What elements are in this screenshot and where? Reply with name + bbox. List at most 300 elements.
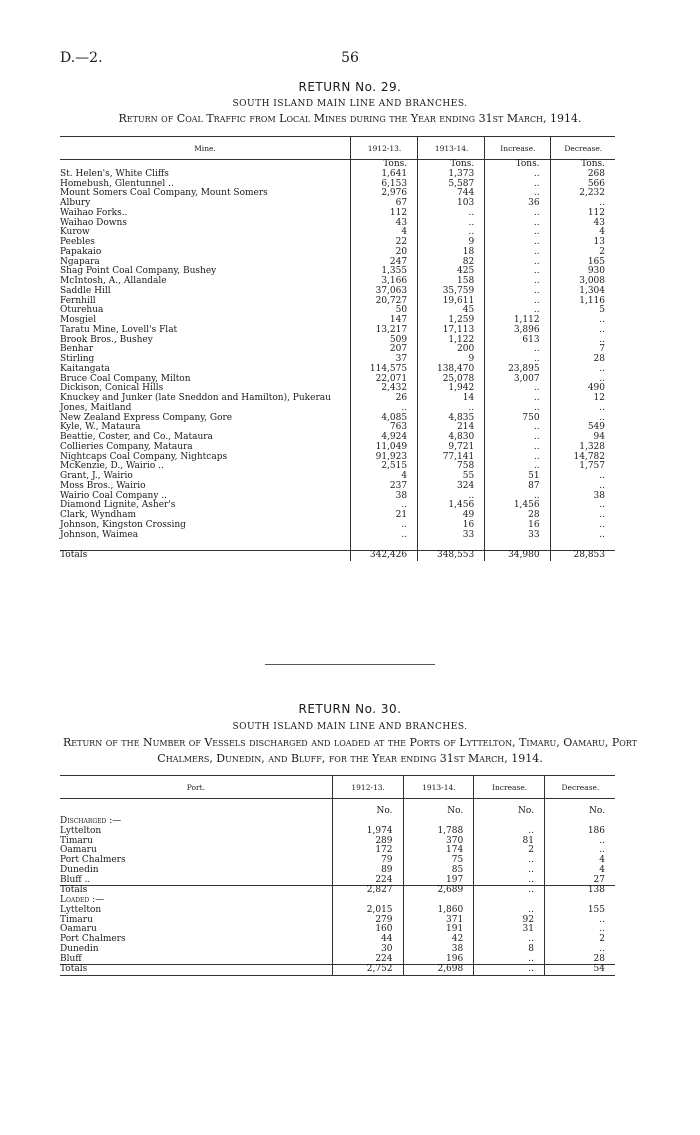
value-1912-13: 4,924: [351, 433, 418, 443]
section-divider: [265, 664, 435, 665]
value-increase: ..: [474, 866, 545, 876]
row-label: Ngapara: [60, 256, 100, 267]
value-decrease: ..: [550, 316, 615, 326]
value-1912-13: 30: [332, 945, 403, 955]
total-increase: ..: [474, 886, 545, 896]
value-1912-13: ..: [351, 404, 418, 414]
value-1913-14: ..: [418, 228, 485, 238]
value-1913-14: 158: [418, 277, 485, 287]
value-increase: 51: [485, 472, 550, 482]
value-1912-13: 20: [351, 248, 418, 258]
value-decrease: 2: [550, 248, 615, 258]
value-1912-13: 1,974: [332, 827, 403, 837]
return29-title: RETURN No. 29.: [298, 80, 402, 94]
value-1912-13: 43: [351, 219, 418, 229]
value-1912-13: 67: [351, 199, 418, 209]
value-1912-13: 11,049: [351, 443, 418, 453]
table-row: [60, 209, 615, 219]
row-label: Albury: [60, 198, 91, 208]
value-increase: ..: [485, 345, 550, 355]
value-1913-14: 174: [403, 846, 474, 856]
value-decrease: 549: [550, 423, 615, 433]
column-header-1912-13: 1912-13.: [332, 776, 403, 799]
value-1912-13: 44: [332, 935, 403, 945]
value-decrease: 165: [550, 258, 615, 268]
units-label: Tons.: [485, 160, 550, 170]
table-row: [60, 336, 615, 346]
value-increase: ..: [485, 306, 550, 316]
totals-label: Totals: [60, 965, 332, 976]
value-1912-13: 247: [351, 258, 418, 268]
row-label: St. Helen's, White Cliffs: [60, 168, 169, 179]
value-1913-14: 1,259: [418, 316, 485, 326]
value-1913-14: 85: [403, 866, 474, 876]
value-increase: 33: [485, 531, 550, 541]
value-increase: 92: [474, 916, 545, 926]
value-increase: 31: [474, 925, 545, 935]
value-1913-14: 9: [418, 238, 485, 248]
value-1913-14: 1,860: [403, 906, 474, 916]
value-1912-13: 22: [351, 238, 418, 248]
value-1912-13: 79: [332, 856, 403, 866]
value-increase: ..: [485, 384, 550, 394]
value-decrease: 28: [544, 955, 615, 965]
totals-label: Totals: [60, 551, 351, 561]
table-row: [60, 238, 615, 248]
value-increase: ..: [474, 827, 545, 837]
value-increase: 613: [485, 336, 550, 346]
value-1913-14: 14: [418, 394, 485, 404]
value-decrease: ..: [550, 501, 615, 511]
value-increase: ..: [485, 492, 550, 502]
row-label: Bluff: [60, 953, 82, 964]
table-row: [60, 287, 615, 297]
value-1913-14: 45: [418, 306, 485, 316]
column-header-decrease: Decrease.: [550, 137, 615, 160]
row-label: Timaru: [60, 914, 93, 925]
value-1913-14: ..: [418, 492, 485, 502]
value-decrease: 94: [550, 433, 615, 443]
row-label: Collieries Company, Mataura: [60, 441, 193, 452]
value-1912-13: 509: [351, 336, 418, 346]
column-header-increase: Increase.: [474, 776, 545, 799]
return29-subtitle: SOUTH ISLAND MAIN LINE AND BRANCHES.: [232, 99, 468, 109]
totals-row: [60, 965, 615, 976]
spacer-row: [60, 540, 615, 550]
column-header-1913-14: 1913-14.: [418, 137, 485, 160]
value-increase: ..: [474, 876, 545, 886]
value-1913-14: 1,122: [418, 336, 485, 346]
column-header-increase: Increase.: [485, 137, 550, 160]
value-1912-13: 160: [332, 925, 403, 935]
value-decrease: 13: [550, 238, 615, 248]
value-1912-13: 224: [332, 955, 403, 965]
value-1913-14: 33: [418, 531, 485, 541]
value-decrease: 930: [550, 267, 615, 277]
value-1912-13: 172: [332, 846, 403, 856]
value-1912-13: 6,153: [351, 180, 418, 190]
total-1913-14: 2,698: [403, 965, 474, 976]
row-label: Lyttelton: [60, 825, 102, 836]
value-1913-14: 196: [403, 955, 474, 965]
value-increase: 16: [485, 521, 550, 531]
row-label: Kurow: [60, 227, 90, 238]
value-1913-14: 371: [403, 916, 474, 926]
value-1912-13: 1,641: [351, 170, 418, 180]
row-label: Oamaru: [60, 845, 97, 856]
value-1912-13: 237: [351, 482, 418, 492]
row-label: McIntosh, A., Allandale: [60, 276, 167, 286]
total-1913-14: 348,553: [418, 551, 485, 561]
value-1913-14: 17,113: [418, 326, 485, 336]
value-increase: 28: [485, 511, 550, 521]
table-row: [60, 277, 615, 287]
value-increase: 1,112: [485, 316, 550, 326]
row-label: Oamaru: [60, 924, 97, 935]
value-1912-13: 91,923: [351, 453, 418, 463]
column-header-mine: Mine.: [60, 137, 351, 160]
page-number: 56: [341, 50, 359, 66]
row-label: Grant, J., Wairio: [60, 471, 133, 481]
value-increase: 1,456: [485, 501, 550, 511]
value-1913-14: 138,470: [418, 365, 485, 375]
value-increase: 23,895: [485, 365, 550, 375]
value-decrease: 490: [550, 384, 615, 394]
value-1913-14: 49: [418, 511, 485, 521]
value-1912-13: 37,063: [351, 287, 418, 297]
row-label: Mount Somers Coal Company, Mount Somers: [60, 188, 268, 199]
value-1912-13: 763: [351, 423, 418, 433]
row-label: Dunedin: [60, 864, 99, 875]
value-1913-14: 744: [418, 189, 485, 199]
row-label: Nightcaps Coal Company, Nightcaps: [60, 451, 228, 462]
value-decrease: 3,008: [550, 277, 615, 287]
row-label: Dickison, Conical Hills: [60, 383, 164, 394]
row-label: Beattie, Coster, and Co., Mataura: [60, 432, 213, 442]
value-1913-14: 214: [418, 423, 485, 433]
value-1913-14: 16: [418, 521, 485, 531]
table-row: [60, 876, 615, 886]
value-increase: 36: [485, 199, 550, 209]
value-increase: ..: [485, 443, 550, 453]
coal-traffic-table: [60, 136, 615, 561]
row-label: Taratu Mine, Lovell's Flat: [60, 324, 178, 335]
value-1912-13: 224: [332, 876, 403, 886]
value-1912-13: ..: [351, 521, 418, 531]
table-row: [60, 297, 615, 307]
value-1913-14: 197: [403, 876, 474, 886]
value-decrease: 2,232: [550, 189, 615, 199]
section-label: Discharged :—: [60, 816, 122, 826]
value-increase: ..: [474, 856, 545, 866]
value-1913-14: 758: [418, 462, 485, 472]
value-increase: ..: [485, 287, 550, 297]
value-1912-13: 2,515: [351, 462, 418, 472]
value-decrease: 28: [550, 355, 615, 365]
value-1913-14: 200: [418, 345, 485, 355]
value-increase: ..: [485, 170, 550, 180]
value-1912-13: 20,727: [351, 297, 418, 307]
value-increase: ..: [474, 955, 545, 965]
column-header-1913-14: 1913-14.: [403, 776, 474, 799]
row-label: Dunedin: [60, 943, 99, 954]
value-decrease: 1,304: [550, 287, 615, 297]
column-header-1912-13: 1912-13.: [351, 137, 418, 160]
value-1912-13: 37: [351, 355, 418, 365]
total-1912-13: 342,426: [351, 551, 418, 561]
value-decrease: ..: [550, 336, 615, 346]
value-increase: ..: [485, 238, 550, 248]
row-label: Oturehua: [60, 305, 104, 316]
value-decrease: 4: [544, 866, 615, 876]
row-label: Timaru: [60, 835, 93, 846]
value-decrease: 186: [544, 827, 615, 837]
value-1912-13: 1,355: [351, 267, 418, 277]
value-decrease: ..: [550, 404, 615, 414]
value-decrease: 268: [550, 170, 615, 180]
value-1912-13: 2,432: [351, 384, 418, 394]
value-1913-14: 1,788: [403, 827, 474, 837]
value-increase: ..: [474, 906, 545, 916]
value-decrease: 27: [544, 876, 615, 886]
value-1912-13: 147: [351, 316, 418, 326]
value-increase: 87: [485, 482, 550, 492]
row-label: Benhar: [60, 344, 94, 355]
row-label: Papakaio: [60, 246, 102, 257]
row-label: Wairio Coal Company ..: [60, 490, 168, 501]
row-label: Peebles: [60, 237, 95, 247]
value-decrease: ..: [544, 846, 615, 856]
value-decrease: 155: [544, 906, 615, 916]
value-decrease: 7: [550, 345, 615, 355]
value-1912-13: 50: [351, 306, 418, 316]
value-1912-13: 4,085: [351, 414, 418, 424]
units-label: Tons.: [351, 160, 418, 170]
value-1913-14: 25,078: [418, 375, 485, 385]
units-label: No.: [544, 799, 615, 818]
total-increase: ..: [474, 965, 545, 976]
totals-label: Totals: [60, 886, 332, 896]
value-1913-14: 4,830: [418, 433, 485, 443]
units-label: No.: [474, 799, 545, 818]
row-label: Diamond Lignite, Asher's: [60, 500, 176, 511]
value-1912-13: 2,015: [332, 906, 403, 916]
total-decrease: 28,853: [550, 551, 615, 561]
value-decrease: ..: [550, 511, 615, 521]
table-header-row: [60, 137, 615, 160]
value-decrease: ..: [550, 199, 615, 209]
row-label: Stirling: [60, 354, 95, 364]
table-header-row: [60, 776, 615, 799]
value-1912-13: 13,217: [351, 326, 418, 336]
row-label: Bruce Coal Company, Milton: [60, 373, 191, 384]
value-increase: ..: [485, 462, 550, 472]
value-1913-14: 1,456: [418, 501, 485, 511]
value-decrease: 4: [550, 228, 615, 238]
value-1912-13: 89: [332, 866, 403, 876]
row-label: Kyle, W., Mataura: [60, 422, 141, 433]
value-decrease: ..: [544, 837, 615, 847]
row-label: McKenzie, D., Wairio ..: [60, 461, 164, 472]
units-label: No.: [403, 799, 474, 818]
value-decrease: ..: [550, 365, 615, 375]
value-decrease: ..: [544, 925, 615, 935]
value-increase: ..: [485, 453, 550, 463]
value-increase: ..: [485, 219, 550, 229]
value-1913-14: 1,373: [418, 170, 485, 180]
value-1913-14: 35,759: [418, 287, 485, 297]
value-1913-14: 103: [418, 199, 485, 209]
return30-title: RETURN No. 30.: [298, 702, 402, 716]
value-decrease: ..: [550, 375, 615, 385]
value-1912-13: 4: [351, 228, 418, 238]
value-decrease: 38: [550, 492, 615, 502]
table-row: [60, 199, 615, 209]
value-decrease: 4: [544, 856, 615, 866]
value-increase: ..: [474, 935, 545, 945]
value-increase: 8: [474, 945, 545, 955]
return30-subtitle: SOUTH ISLAND MAIN LINE AND BRANCHES.: [232, 722, 468, 732]
value-1913-14: 55: [418, 472, 485, 482]
table-row: [60, 955, 615, 965]
value-1913-14: 42: [403, 935, 474, 945]
table-row: [60, 219, 615, 229]
value-1912-13: 38: [351, 492, 418, 502]
value-1913-14: 191: [403, 925, 474, 935]
row-label: Homebush, Glentunnel ..: [60, 178, 174, 189]
value-1913-14: ..: [418, 219, 485, 229]
value-decrease: ..: [550, 531, 615, 541]
value-1913-14: 77,141: [418, 453, 485, 463]
value-decrease: 2: [544, 935, 615, 945]
row-label: Johnson, Waimea: [60, 529, 139, 540]
section-label: Loaded :—: [60, 895, 105, 905]
value-1912-13: ..: [351, 531, 418, 541]
row-label: Kaitangata: [60, 363, 110, 374]
row-label: Johnson, Kingston Crossing: [60, 519, 186, 530]
value-increase: ..: [485, 355, 550, 365]
total-1912-13: 2,827: [332, 886, 403, 896]
value-increase: ..: [485, 404, 550, 414]
row-label: Port Chalmers: [60, 855, 126, 865]
row-label: Knuckey and Junker (late Sneddon and Hamilton), Pukerau: [60, 393, 331, 403]
table-row: [60, 394, 615, 404]
row-label: New Zealand Express Company, Gore: [60, 412, 233, 423]
value-1913-14: 425: [418, 267, 485, 277]
vessels-table: [60, 775, 615, 976]
value-increase: ..: [485, 180, 550, 190]
value-decrease: ..: [550, 414, 615, 424]
column-header-decrease: Decrease.: [544, 776, 615, 799]
value-decrease: 566: [550, 180, 615, 190]
value-increase: ..: [485, 189, 550, 199]
units-row: [60, 799, 615, 818]
row-label: Clark, Wyndham: [60, 510, 136, 520]
value-increase: 3,007: [485, 375, 550, 385]
value-1912-13: 4: [351, 472, 418, 482]
value-1912-13: 26: [351, 394, 418, 404]
value-1913-14: 38: [403, 945, 474, 955]
table-row: [60, 248, 615, 258]
value-1913-14: 324: [418, 482, 485, 492]
totals-row: [60, 551, 615, 561]
units-label: Tons.: [418, 160, 485, 170]
value-decrease: 112: [550, 209, 615, 219]
value-1912-13: 3,166: [351, 277, 418, 287]
total-1912-13: 2,752: [332, 965, 403, 976]
row-label: Port Chalmers: [60, 934, 126, 944]
total-1913-14: 2,689: [403, 886, 474, 896]
value-1913-14: 5,587: [418, 180, 485, 190]
row-label: Brook Bros., Bushey: [60, 334, 153, 345]
value-1912-13: 279: [332, 916, 403, 926]
table-row: [60, 345, 615, 355]
value-1913-14: 9: [418, 355, 485, 365]
value-1913-14: 4,835: [418, 414, 485, 424]
row-label: Bluff ..: [60, 874, 91, 885]
value-increase: ..: [485, 297, 550, 307]
value-increase: 3,896: [485, 326, 550, 336]
value-increase: ..: [485, 209, 550, 219]
total-increase: 34,980: [485, 551, 550, 561]
value-decrease: ..: [544, 916, 615, 926]
value-decrease: ..: [550, 472, 615, 482]
table-row: [60, 414, 615, 424]
column-header-port: Port.: [60, 776, 332, 799]
table-row: [60, 531, 615, 541]
value-decrease: 5: [550, 306, 615, 316]
row-label: Jones, Maitland: [60, 402, 132, 413]
totals-row: [60, 886, 615, 896]
value-1913-14: 18: [418, 248, 485, 258]
value-decrease: 43: [550, 219, 615, 229]
value-increase: 81: [474, 837, 545, 847]
value-increase: 750: [485, 414, 550, 424]
value-increase: ..: [485, 277, 550, 287]
value-decrease: ..: [550, 326, 615, 336]
value-1912-13: 22,071: [351, 375, 418, 385]
value-increase: ..: [485, 228, 550, 238]
units-label: Tons.: [550, 160, 615, 170]
value-1912-13: 289: [332, 837, 403, 847]
total-decrease: 54: [544, 965, 615, 976]
value-decrease: ..: [544, 945, 615, 955]
value-decrease: 1,116: [550, 297, 615, 307]
return29-description: Return of Coal Traffic from Local Mines during the Year ending 31st March, 1914.: [118, 112, 582, 125]
document-reference: D.—2.: [60, 50, 103, 66]
value-decrease: 1,757: [550, 462, 615, 472]
table-row: [60, 228, 615, 238]
value-1913-14: 1,942: [418, 384, 485, 394]
value-increase: ..: [485, 267, 550, 277]
value-1913-14: 19,611: [418, 297, 485, 307]
value-1913-14: ..: [418, 404, 485, 414]
row-label: Waihao Downs: [60, 217, 127, 228]
value-increase: ..: [485, 258, 550, 268]
total-decrease: 138: [544, 886, 615, 896]
value-1913-14: 75: [403, 856, 474, 866]
value-decrease: ..: [550, 521, 615, 531]
value-1912-13: 114,575: [351, 365, 418, 375]
value-increase: ..: [485, 433, 550, 443]
units-label: No.: [332, 799, 403, 818]
row-label: Waihao Forks..: [60, 207, 128, 218]
value-1912-13: 2,976: [351, 189, 418, 199]
row-label: Fernhill: [60, 295, 96, 306]
value-increase: ..: [485, 248, 550, 258]
value-increase: 2: [474, 846, 545, 856]
value-1913-14: 82: [418, 258, 485, 268]
